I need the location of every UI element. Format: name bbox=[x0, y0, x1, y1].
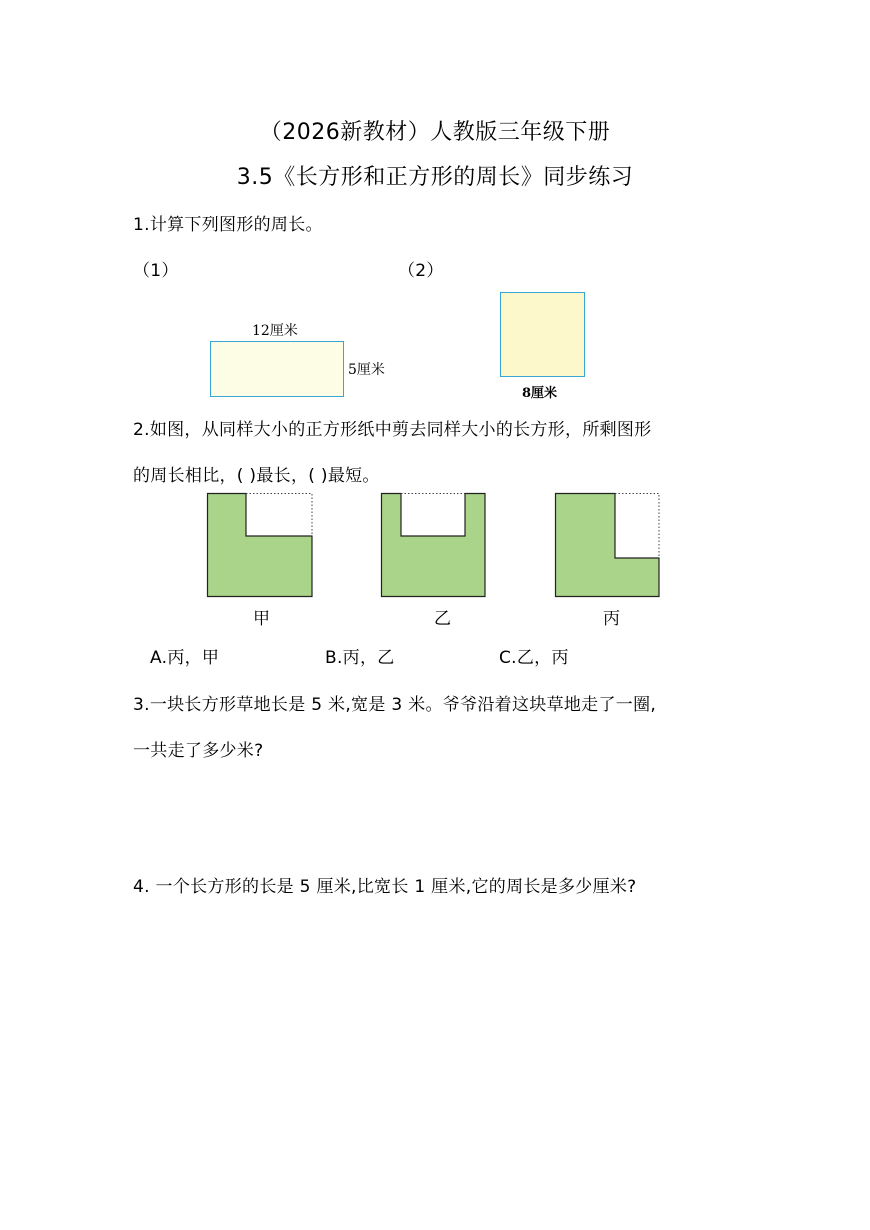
shape-yi-label: 乙 bbox=[434, 609, 451, 629]
question-1-text: 1.计算下列图形的周长。 bbox=[133, 215, 323, 235]
shape-bing-label: 丙 bbox=[603, 609, 620, 629]
question-2-line-1: 2.如图，从同样大小的正方形纸中剪去同样大小的长方形，所剩图形 bbox=[133, 420, 652, 440]
square-side-label: 8厘米 bbox=[522, 386, 558, 401]
shape-bing bbox=[554, 492, 664, 598]
question-3-line-1: 3.一块长方形草地长是 5 米,宽是 3 米。爷爷沿着这块草地走了一圈, bbox=[133, 695, 657, 715]
shape-jia-label: 甲 bbox=[253, 609, 270, 629]
question-4-text: 4. 一个长方形的长是 5 厘米,比宽长 1 厘米,它的周长是多少厘米? bbox=[133, 877, 637, 897]
question-1-part-1-label: （1） bbox=[133, 261, 179, 281]
square-figure bbox=[500, 292, 585, 377]
rectangle-figure bbox=[210, 341, 344, 397]
page-subtitle: 3.5《长方形和正方形的周长》同步练习 bbox=[236, 165, 634, 190]
rectangle-width-label: 5厘米 bbox=[348, 362, 385, 378]
question-2-line-2: 的周长相比，( )最长，( )最短。 bbox=[133, 466, 380, 486]
option-b[interactable]: B.丙，乙 bbox=[325, 648, 395, 668]
option-a[interactable]: A.丙，甲 bbox=[150, 648, 220, 668]
question-1-part-2-label: （2） bbox=[398, 261, 444, 281]
rectangle-length-label: 12厘米 bbox=[252, 323, 298, 339]
option-c[interactable]: C.乙，丙 bbox=[499, 648, 569, 668]
question-3-line-2: 一共走了多少米? bbox=[133, 741, 264, 761]
shape-yi bbox=[380, 492, 490, 598]
shape-jia bbox=[206, 492, 316, 598]
page-title: （2026新教材）人教版三年级下册 bbox=[259, 120, 611, 145]
